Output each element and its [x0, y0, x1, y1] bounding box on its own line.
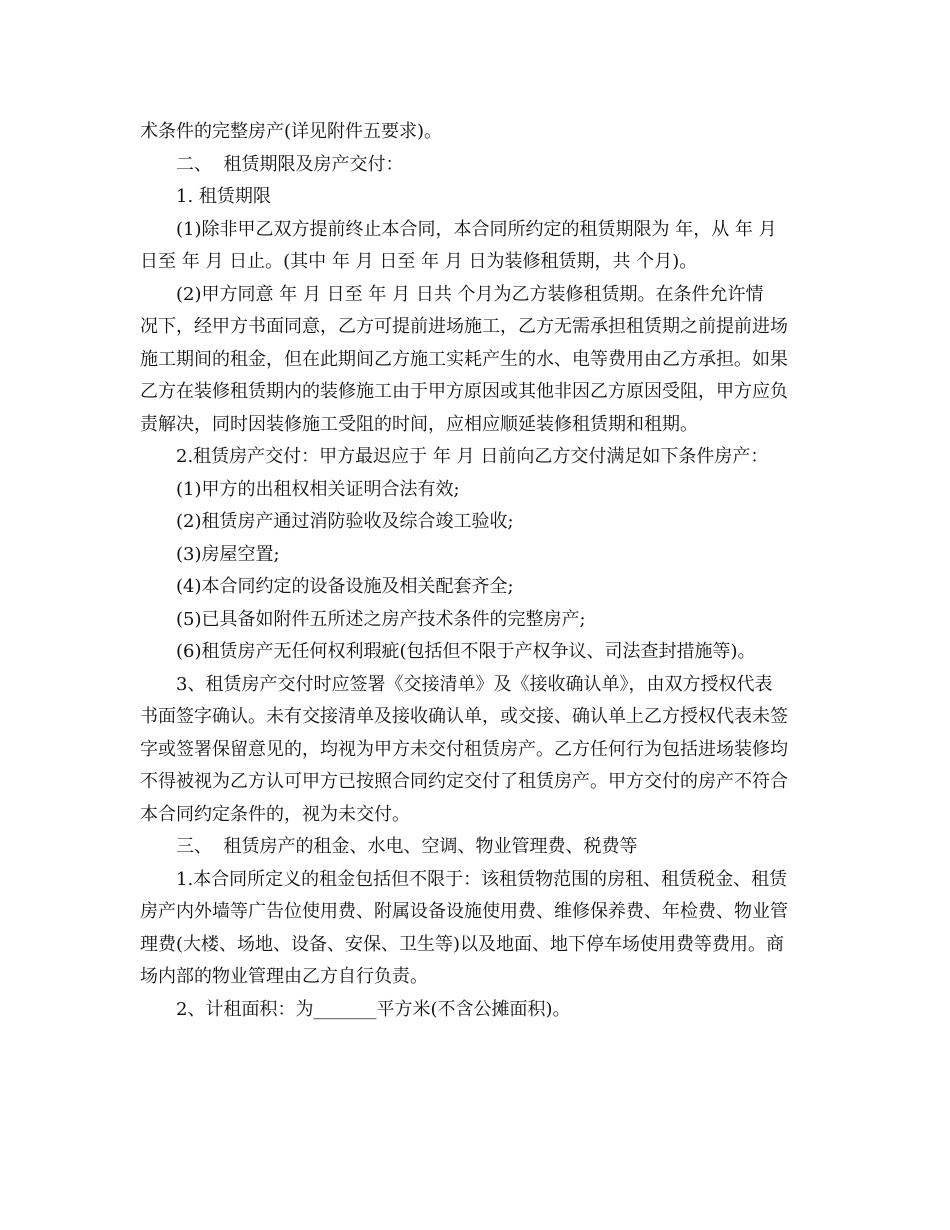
text-line: 本合同约定条件的，视为未交付。: [140, 803, 410, 825]
text-line: (1)除非甲乙双方提前终止本合同，本合同所约定的租赁期限为 年，从 年 月: [176, 218, 777, 240]
text-line: 二、 租赁期限及房产交付：: [176, 153, 404, 175]
text-line: 房产内外墙等广告位使用费、附属设备设施使用费、维修保养费、年检费、物业管: [140, 901, 788, 922]
text-line: (5)已具备如附件五所述之房产技术条件的完整房产;: [176, 608, 586, 630]
text-line: (1)甲方的出租权相关证明合法有效;: [176, 478, 460, 500]
text-line: 理费(大楼、场地、设备、安保、卫生等)以及地面、地下停车场使用费等费用。商: [140, 933, 785, 955]
text-line: 术条件的完整房产(详见附件五要求)。: [140, 121, 443, 142]
text-line: (6)租赁房产无任何权利瑕疵(包括但不限于产权争议、司法查封措施等)。: [176, 641, 756, 662]
text-line: 况下，经甲方书面同意，乙方可提前进场施工，乙方无需承担租赁期之前提前进场: [140, 316, 788, 337]
text-line: 3、租赁房产交付时应签署《交接清单》及《接收确认单》，由双方授权代表: [176, 673, 773, 695]
text-line: 日至 年 月 日止。(其中 年 月 日至 年 月 日为装修租赁期，共 个月)。: [140, 251, 698, 272]
text-line: 乙方在装修租赁期内的装修施工由于甲方原因或其他非因乙方原因受阻，甲方应负: [140, 381, 788, 402]
text-line: 2、计租面积：为_______平方米(不含公摊面积)。: [176, 998, 571, 1020]
text-line: 1. 租赁期限: [176, 186, 271, 207]
text-line: (3)房屋空置;: [176, 543, 280, 565]
text-line: 不得被视为乙方认可甲方已按照合同约定交付了租赁房产。甲方交付的房产不符合: [140, 771, 788, 792]
text-line: 场内部的物业管理由乙方自行负责。: [140, 966, 428, 987]
text-line: 责解决，同时因装修施工受阻的时间，应相应顺延装修租赁期和租期。: [140, 413, 698, 435]
text-line: (2)租赁房产通过消防验收及综合竣工验收;: [176, 511, 514, 532]
text-line: 三、 租赁房产的租金、水电、空调、物业管理费、税费等: [176, 836, 638, 857]
text-line: 施工期间的租金，但在此期间乙方施工实耗产生的水、电等费用由乙方承担。如果: [140, 348, 788, 370]
text-line: 1.本合同所定义的租金包括但不限于：该租赁物范围的房租、租赁税金、租赁: [176, 868, 788, 890]
document-body: [140, 116, 820, 1026]
text-line: 2.租赁房产交付：甲方最迟应于 年 月 日前向乙方交付满足如下条件房产：: [176, 446, 769, 467]
text-line: (4)本合同约定的设备设施及相关配套齐全;: [176, 576, 514, 597]
text-line: 字或签署保留意见的，均视为甲方未交付租赁房产。乙方任何行为包括进场装修均: [140, 738, 788, 760]
text-line: 书面签字确认。未有交接清单及接收确认单，或交接、确认单上乙方授权代表未签: [140, 706, 788, 727]
text-line: (2)甲方同意 年 月 日至 年 月 日共 个月为乙方装修租赁期。在条件允许情: [176, 283, 764, 305]
